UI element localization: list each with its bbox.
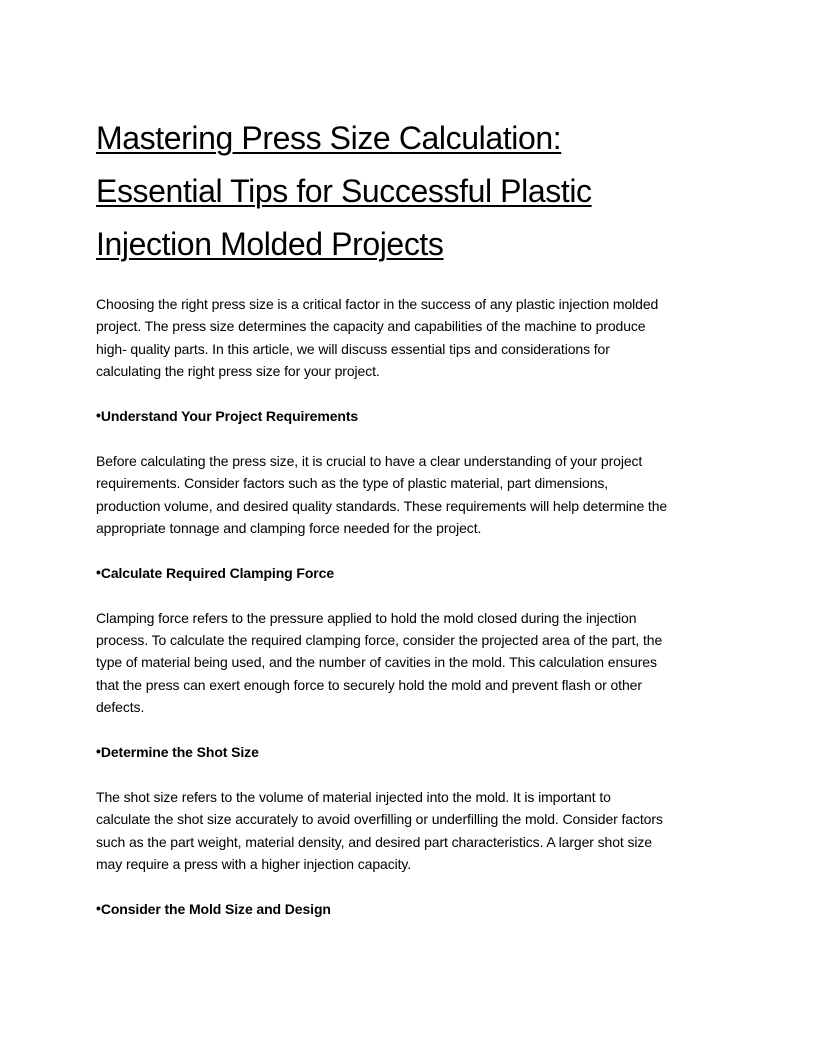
bullet-icon: • — [96, 563, 101, 580]
paragraph-line: Before calculating the press size, it is crucial to have a clear understanding of your project — [96, 452, 643, 469]
section-heading-text: Understand Your Project Requirements — [100, 408, 359, 425]
bullet-icon: • — [96, 743, 101, 760]
intro-line: project. The press size determines the capacity and capabilities of the machine to produce — [96, 318, 646, 335]
paragraph-line: production volume, and desired quality standards. These requirements will help determine the — [96, 497, 668, 514]
title-line: Essential Tips for Successful Plastic — [96, 173, 592, 209]
bullet-icon: • — [96, 407, 101, 424]
paragraph-line: type of material being used, and the number of cavities in the mold. This calculation ensures — [96, 654, 657, 671]
article-title — [96, 112, 726, 271]
paragraph-line: such as the part weight, material density, and desired part characteristics. A larger shot size — [96, 833, 652, 850]
title-line: Mastering Press Size Calculation: — [96, 120, 562, 156]
section-heading-text: Determine the Shot Size — [100, 744, 259, 761]
title-line: Injection Molded Projects — [96, 226, 444, 262]
section-heading-project-requirements — [96, 405, 726, 427]
paragraph-line: requirements. Consider factors such as the type of plastic material, part dimensions, — [96, 475, 609, 492]
paragraph-line: The shot size refers to the volume of material injected into the mold. It is important to — [96, 788, 611, 805]
section-heading-text: Consider the Mold Size and Design — [100, 900, 331, 917]
section-heading-mold-size — [96, 898, 726, 920]
paragraph-line: defects. — [96, 699, 145, 716]
bullet-icon: • — [96, 899, 101, 916]
paragraph-line: may require a press with a higher injection capacity. — [96, 856, 412, 873]
section-paragraph-shot-size — [96, 786, 726, 876]
paragraph-line: appropriate tonnage and clamping force needed for the project. — [96, 520, 482, 537]
paragraph-line: Clamping force refers to the pressure applied to hold the mold closed during the injection — [96, 609, 637, 626]
intro-line: calculating the right press size for your project. — [96, 363, 380, 380]
paragraph-line: calculate the shot size accurately to avoid overfilling or underfilling the mold. Consider factors — [96, 811, 663, 828]
section-heading-clamping-force — [96, 562, 726, 584]
document-page — [96, 112, 726, 920]
section-heading-shot-size — [96, 741, 726, 763]
paragraph-line: process. To calculate the required clamping force, consider the projected area of the part, the — [96, 632, 663, 649]
intro-line: high- quality parts. In this article, we will discuss essential tips and considerations for — [96, 340, 610, 357]
intro-line: Choosing the right press size is a critical factor in the success of any plastic injection molded — [96, 296, 659, 312]
paragraph-line: that the press can exert enough force to securely hold the mold and prevent flash or other — [96, 676, 642, 693]
intro-paragraph — [96, 293, 726, 383]
section-paragraph-project-requirements — [96, 450, 726, 540]
section-paragraph-clamping-force — [96, 607, 726, 719]
section-heading-text: Calculate Required Clamping Force — [100, 564, 335, 581]
